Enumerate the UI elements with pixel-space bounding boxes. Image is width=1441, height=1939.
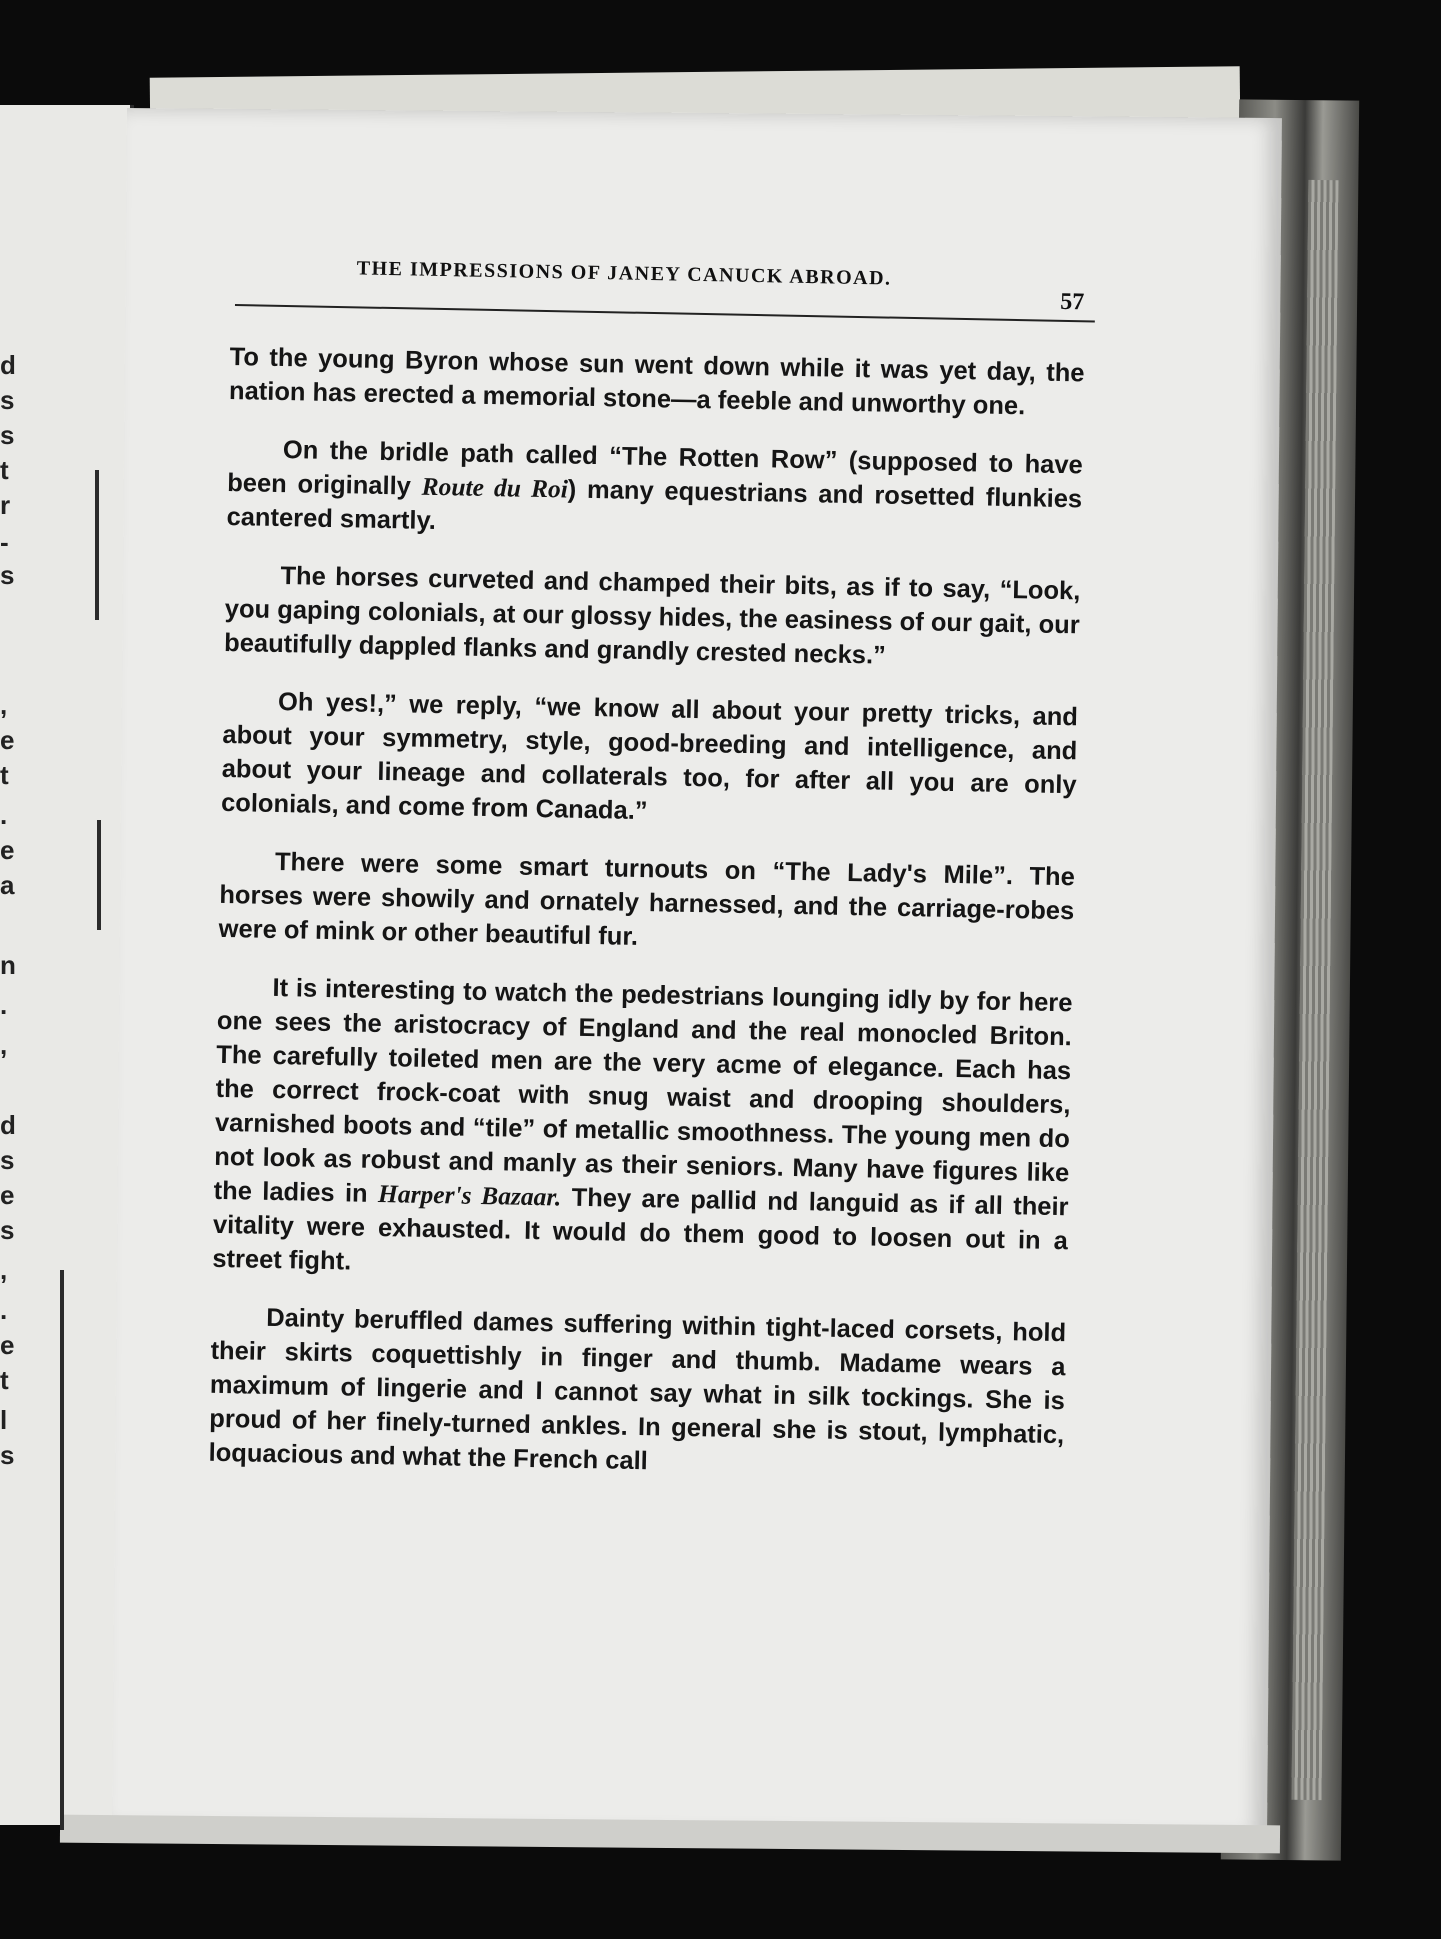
paragraph-text: It is interesting to watch the pedestrians lounging idly by for here one sees the aristocracy of England and the real monocled Briton. The carefully toileted men are the very acme of elegance. Each has the correct frock-coat with snug waist and drooping shoulders, varnished boots and “tile” of metallic smoothness. The young men do not look as robust and manly as their seniors. Many have figures like the ladies in <box>213 973 1073 1208</box>
left-page-fragment: e <box>0 1330 15 1360</box>
paragraph: The horses curveted and champed their bits, as if to say, “Look, you gaping colonials, at our glossy hides, the easiness of our gait, our beautifully dappled flanks and grandly crested necks.” <box>223 562 1081 670</box>
paragraph <box>212 970 1073 1292</box>
body-text <box>208 340 1085 1510</box>
left-page-fragment: l <box>0 1405 8 1435</box>
left-page-fragment: t <box>0 1365 9 1395</box>
italic-text: Route du Roi <box>421 471 569 504</box>
paragraph: There were some smart turnouts on “The Lady's Mile”. The horses were showily and ornately harnessed, and the carriage-robes were of mink or other beautiful fur. <box>218 847 1076 951</box>
left-page-fragment: e <box>0 1180 15 1210</box>
italic-text: Harper's Bazaar. <box>377 1179 562 1212</box>
margin-mark <box>60 1270 64 1830</box>
left-page-fragment: , <box>0 1030 8 1060</box>
left-page-fragment: t <box>0 760 9 790</box>
page-number: 57 <box>1060 288 1085 316</box>
left-page-fragment: , <box>0 690 8 720</box>
left-page-fragment: , <box>0 1255 8 1285</box>
left-page-fragment: . <box>0 1295 8 1325</box>
left-page-fragment: . <box>0 800 8 830</box>
left-page-fragment: d <box>0 1110 16 1140</box>
left-page-fragment: s <box>0 1145 15 1175</box>
left-page-fragment: s <box>0 560 15 590</box>
left-page-fragment: s <box>0 420 15 450</box>
paragraph-text: They are pallid nd languid as if all their vitality were exhausted. It would do them good to loosen out in a street fight. <box>212 1183 1069 1276</box>
paragraph: Dainty beruffled dames suffering within tight-laced corsets, hold their skirts coquettishly in finger and thumb. Madame wears a maximum of lingerie and I cannot say what in silk tockings. She is proud of her finely-turned ankles. In general she is stout, lymphatic, loquacious and what the French call <box>208 1303 1067 1476</box>
margin-mark <box>97 820 101 930</box>
paragraph-text: ) many equestrians and rosetted flunkies cantered smartly. <box>226 475 1083 535</box>
running-head: THE IMPRESSIONS OF JANEY CANUCK ABROAD. <box>356 257 892 290</box>
left-page-fragment: . <box>0 990 8 1020</box>
paragraph: Oh yes!,” we reply, “we know all about your pretty tricks, and about your symmetry, style, good-breeding and intelligence, and about your lineage and collaterals too, for after all you are only colonials, and come from Canada.” <box>220 687 1079 826</box>
paragraph-text: On the bridle path called “The Rotten Row” (supposed to have been originally <box>226 436 1084 501</box>
margin-mark <box>95 470 99 620</box>
left-page-fragment: e <box>0 725 15 755</box>
left-page-fragment: r <box>0 490 11 520</box>
paragraph: To the young Byron whose sun went down while it was yet day, the nation has erected a memorial stone—a feeble and unworthy one. <box>228 342 1085 421</box>
left-page-fragment: a <box>0 870 15 900</box>
left-page-fragment: s <box>0 1440 15 1470</box>
left-page-fragment: d <box>0 350 16 380</box>
left-page-fragment: s <box>0 385 15 415</box>
left-page-fragment: - <box>0 527 9 557</box>
left-page-fragment: s <box>0 1215 15 1245</box>
left-page-fragment: e <box>0 835 15 865</box>
left-page-fragment: n <box>0 950 16 980</box>
paragraph <box>226 432 1083 550</box>
left-page-fragment: t <box>0 455 9 485</box>
